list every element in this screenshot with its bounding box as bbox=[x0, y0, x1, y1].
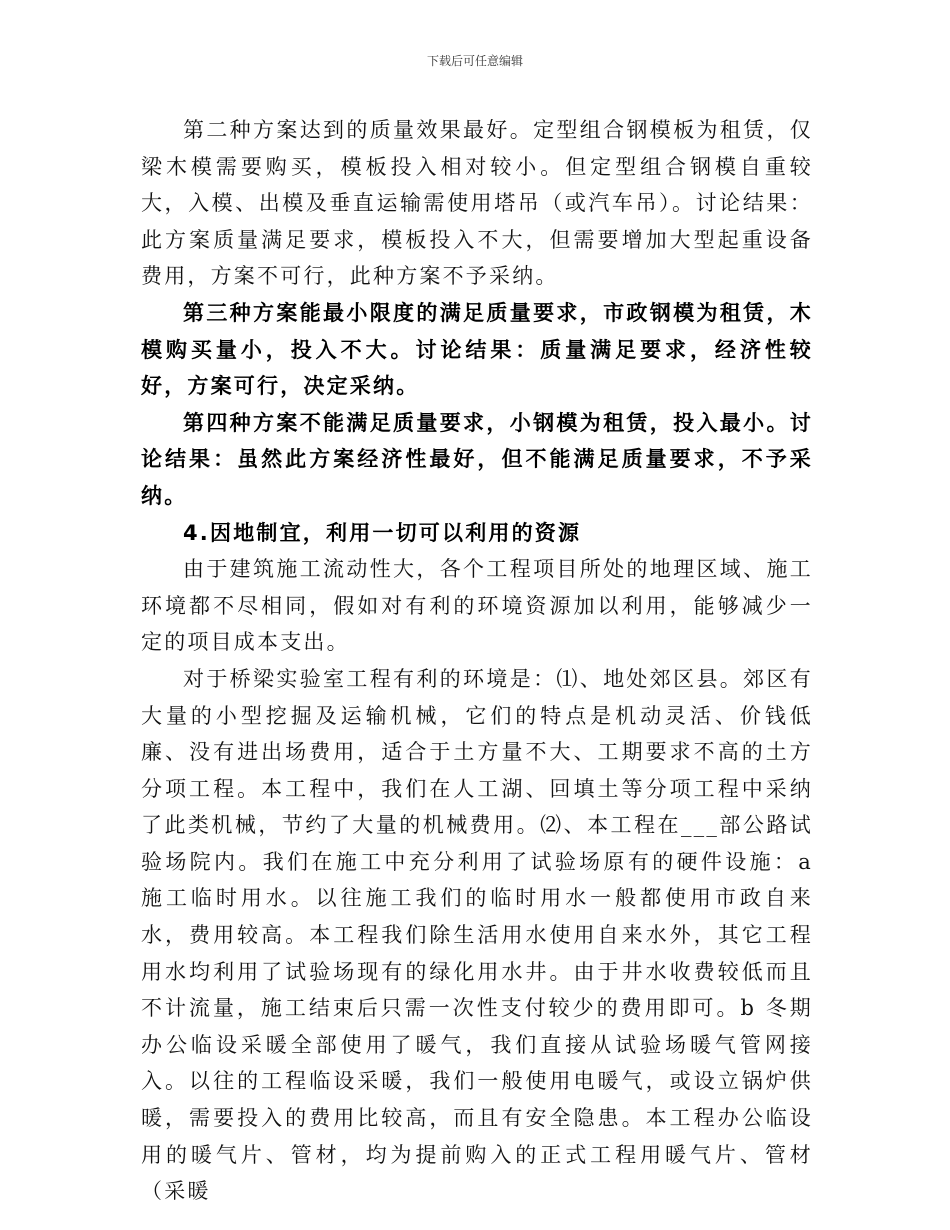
section-heading: 4.因地制宜，利用一切可以利用的资源 bbox=[183, 520, 582, 545]
paragraph-bridge-lab: 对于桥梁实验室工程有利的环境是：⑴、地处郊区县。郊区有大量的小型挖掘及运输机械，它们的特点是机动灵活、价钱低廉、没有进出场费用，适合于土方量不大、工期要求不高的土方分项工程。本工程中，我们在人工湖、回填土等分项工程中采纳了此类机械，节约了大量的机械费用。⑵、本工程在___部公路试验场院内。我们在施工中充分利用了试验场原有的硬件设施：a 施工临时用水。以往施工我们的临时用水一般都使用市政自来水，费用较高。本工程我们除生活用水使用自来水外，其它工程用水均利用了试验场现有的绿化用水井。由于井水收费较低而且不计流量，施工结束后只需一次性支付较少的费用即可。b 冬期办公临设采暖全部使用了暖气，我们直接从试验场暖气管网接入。以往的工程临设采暖，我们一般使用电暖气，或设立锅炉供暖，需要投入的费用比较高，而且有安全隐患。本工程办公临设用的暖气片、管材，均为提前购入的正式工程用暖气片、管材（采暖 bbox=[141, 666, 813, 1204]
paragraph-option-two: 第二种方案达到的质量效果最好。定型组合钢模板为租赁，仅梁木模需要购买，模板投入相对较小。但定型组合钢模自重较大，入模、出模及垂直运输需使用塔吊（或汽车吊）。讨论结果：此方案质量满足要求，模板投入不大，但需要增加大型起重设备费用，方案不可行，此种方案不予采纳。 bbox=[141, 118, 813, 289]
page-header: 下载后可任意编辑 bbox=[426, 54, 523, 68]
paragraph-option-three: 第三种方案能最小限度的满足质量要求，市政钢模为租赁，木模购买量小，投入不大。讨论结果：质量满足要求，经济性较好，方案可行，决定采纳。 bbox=[141, 299, 813, 399]
paragraph-site-resources: 由于建筑施工流动性大，各个工程项目所处的地理区域、施工环境都不尽相同，假如对有利的环境资源加以利用，能够减少一定的项目成本支出。 bbox=[141, 557, 813, 655]
paragraph-option-four: 第四种方案不能满足质量要求，小钢模为租赁，投入最小。讨论结果：虽然此方案经济性最好，但不能满足质量要求，不予采纳。 bbox=[141, 409, 813, 508]
document-body bbox=[141, 112, 813, 1210]
